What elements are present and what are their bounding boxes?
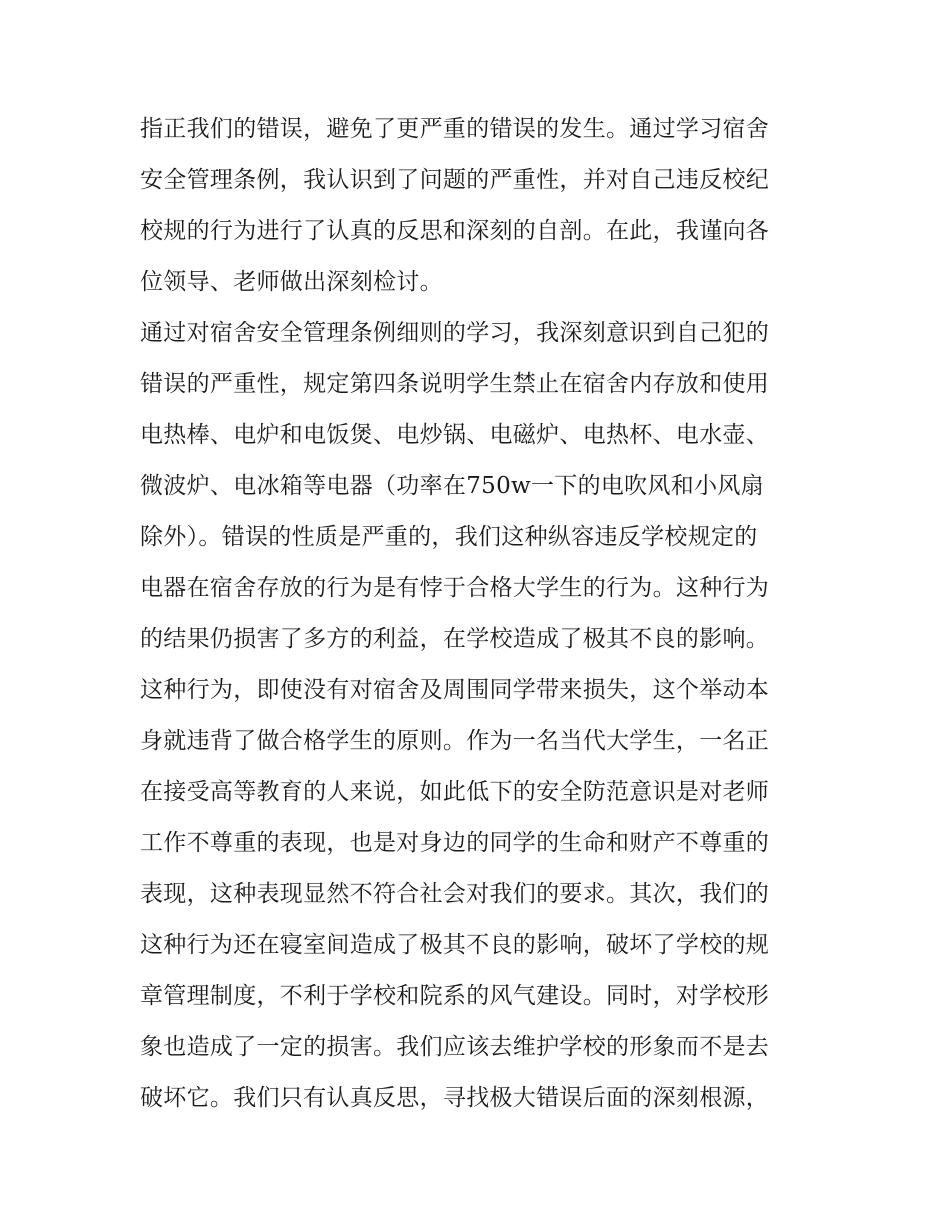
text-line: 安全管理条例，我认识到了问题的严重性，并对自己违反校纪 xyxy=(140,167,770,193)
text-line: 工作不尊重的表现，也是对身边的同学的生命和财产不尊重的 xyxy=(140,830,770,856)
text-line: 校规的行为进行了认真的反思和深刻的自剖。在此，我谨向各 xyxy=(140,218,770,244)
text-line: 位领导、老师做出深刻检讨。 xyxy=(140,269,443,295)
text-line: 通过对宿舍安全管理条例细则的学习，我深刻意识到自己犯的 xyxy=(140,320,770,346)
text-line: 这种行为，即使没有对宿舍及周围同学带来损失，这个举动本 xyxy=(140,677,770,703)
paragraph-2 xyxy=(140,308,812,1124)
text-line: 错误的严重性，规定第四条说明学生禁止在宿舍内存放和使用 xyxy=(140,371,770,397)
text-line: 的结果仍损害了多方的利益，在学校造成了极其不良的影响。 xyxy=(140,626,770,652)
text-line: 微波炉、电冰箱等电器（功率在750w一下的电吹风和小风扇 xyxy=(140,473,764,499)
paragraph-1 xyxy=(140,104,812,308)
text-line: 电热棒、电炉和电饭煲、电炒锅、电磁炉、电热杯、电水壶、 xyxy=(140,422,770,448)
text-line: 表现，这种表现显然不符合社会对我们的要求。其次，我们的 xyxy=(140,881,770,907)
text-line: 除外）。错误的性质是严重的，我们这种纵容违反学校规定的 xyxy=(140,524,758,550)
text-line: 章管理制度，不利于学校和院系的风气建设。同时，对学校形 xyxy=(140,983,770,1009)
text-line: 这种行为还在寝室间造成了极其不良的影响，破坏了学校的规 xyxy=(140,932,770,958)
text-line: 电器在宿舍存放的行为是有悖于合格大学生的行为。这种行为 xyxy=(140,575,770,601)
text-line: 破坏它。我们只有认真反思，寻找极大错误后面的深刻根源， xyxy=(140,1085,770,1111)
text-line: 身就违背了做合格学生的原则。作为一名当代大学生，一名正 xyxy=(140,728,770,754)
document-body xyxy=(140,104,812,1124)
text-line: 象也造成了一定的损害。我们应该去维护学校的形象而不是去 xyxy=(140,1034,770,1060)
text-line: 指正我们的错误，避免了更严重的错误的发生。通过学习宿舍 xyxy=(140,116,770,142)
text-line: 在接受高等教育的人来说，如此低下的安全防范意识是对老师 xyxy=(140,779,770,805)
